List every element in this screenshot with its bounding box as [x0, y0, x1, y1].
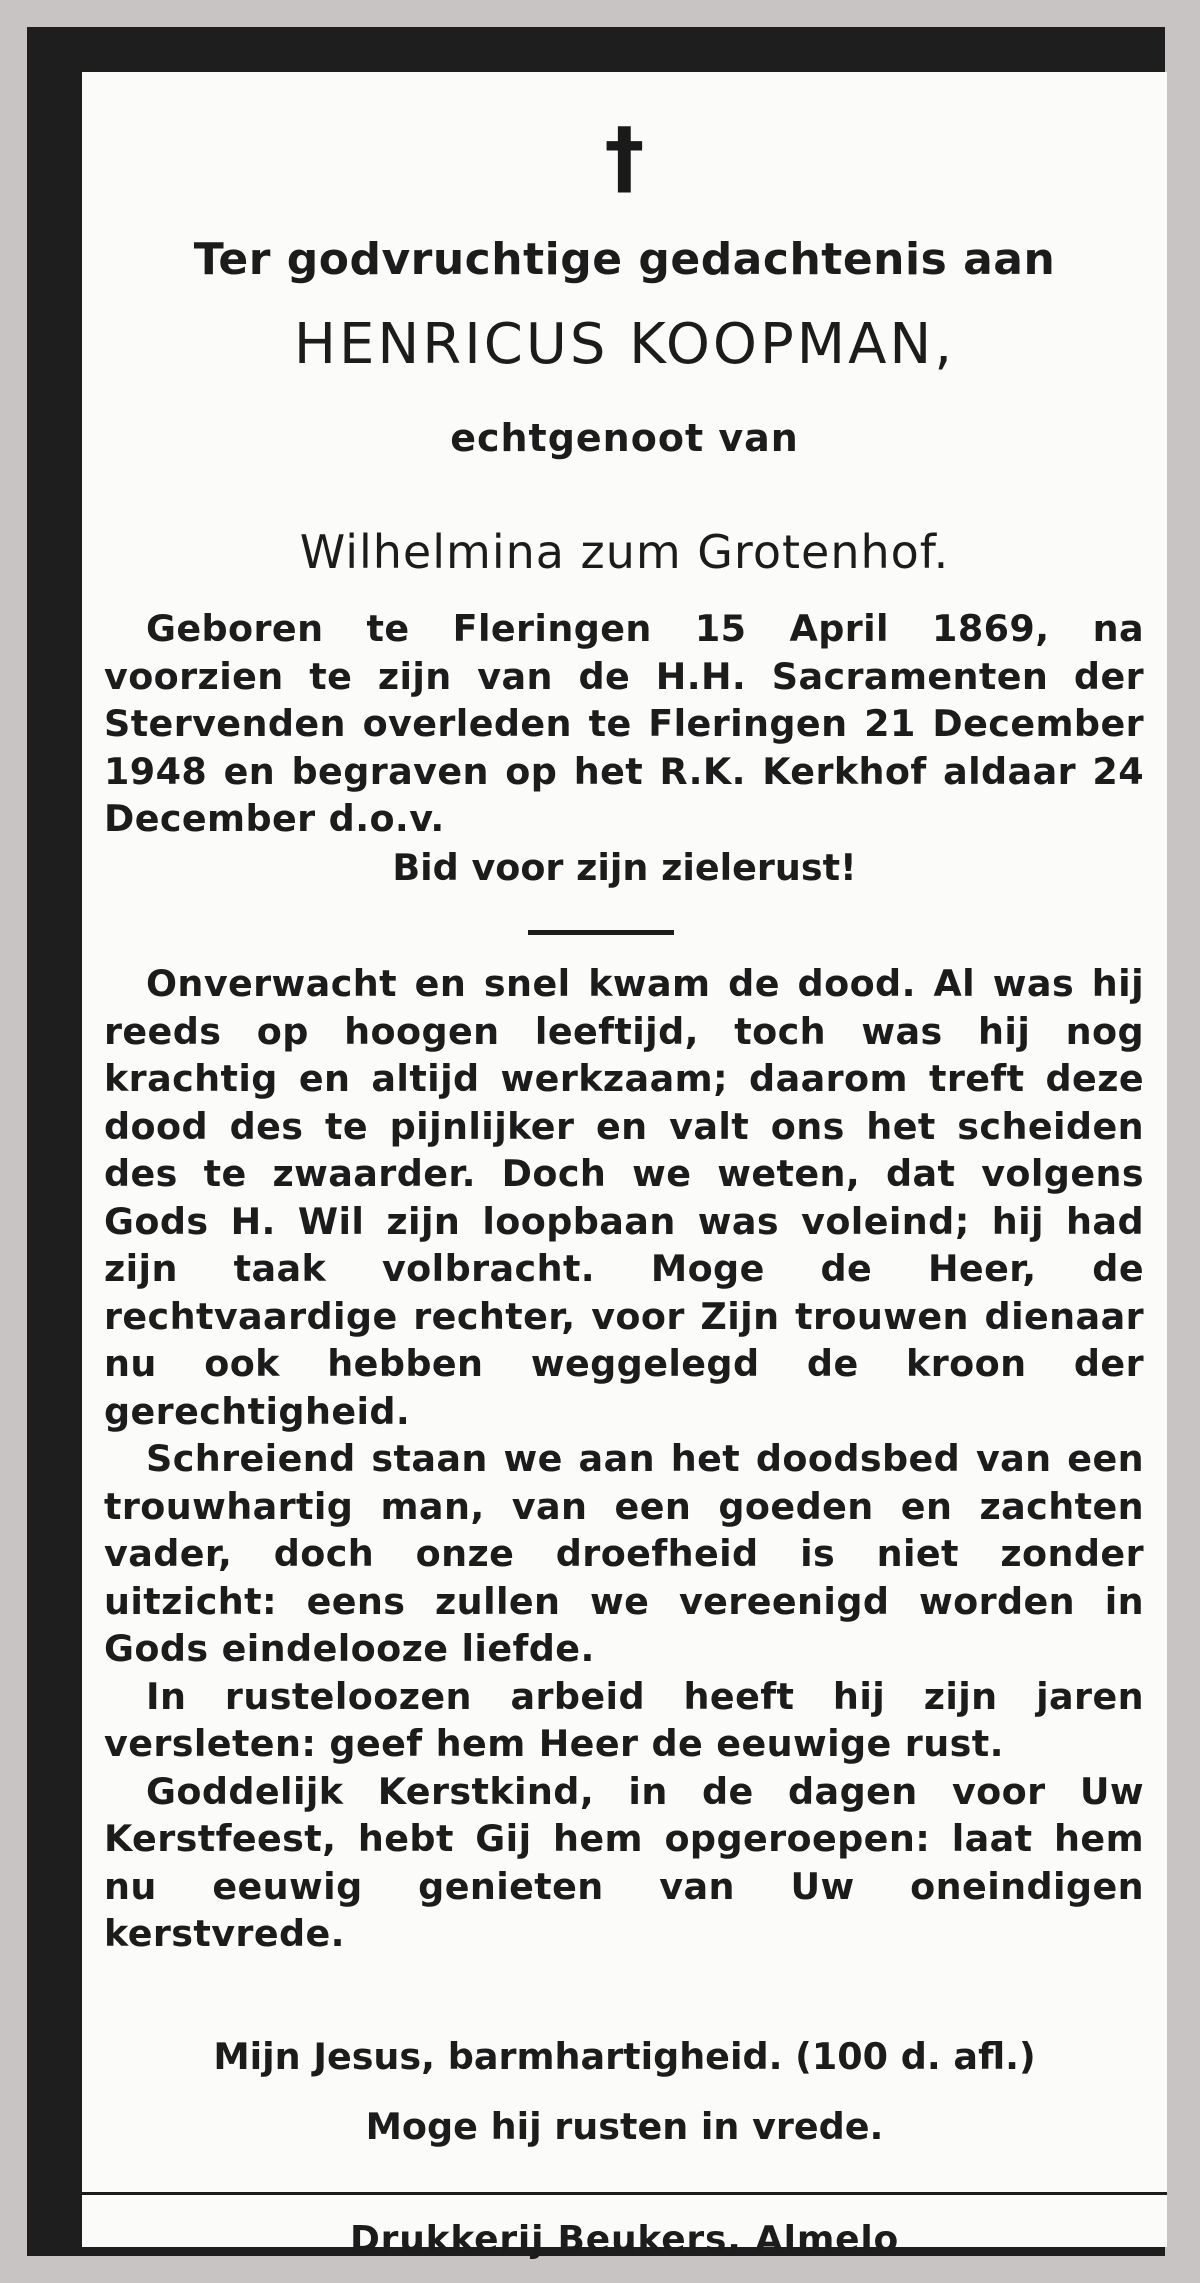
paragraph: Schreiend staan we aan het doodsbed van een trouwhartig man, van een goeden en zachten vader, doch onze droefheid is niet zonder uitzicht: eens zullen we vereenigd worden in Gods eindelooze liefde. — [104, 1437, 1144, 1670]
memorial-card — [82, 72, 1167, 2260]
paragraph: Onverwacht en snel kwam de dood. Al was hij reeds op hoogen leeftijd, toch was hij nog krachtig en altijd werkzaam; daarom treft deze dood des te pijnlijker en valt ons het scheiden des te zwaarder. Doch we weten, dat volgens Gods H. Wil zijn loopbaan was voleind; hij had zijn taak volbracht. Moge de Heer, de rechtvaardige rechter, voor Zijn trouwen dienaar nu ook hebben weggelegd de kroon der gerechtigheid. — [104, 962, 1144, 1433]
spouse-name: Wilhelmina zum Grotenhof. — [299, 525, 950, 579]
closing-prayer: Mijn Jesus, barmhartigheid. (100 d. afl.) — [213, 2035, 1036, 2078]
paragraph: Goddelijk Kerstkind, in de dagen voor Uw Kerstfeest, hebt Gij hem opgeroepen: laat hem nu eeuwig genieten van Uw oneindigen kerstvrede. — [104, 1769, 1144, 1955]
closing-wish: Moge hij rusten in vrede. — [365, 2105, 884, 2148]
card-heading: Ter godvruchtige gedachtenis aan — [193, 234, 1056, 285]
cross-icon: † — [604, 111, 645, 204]
paragraph: In rusteloozen arbeid heeft hij zijn jaren versleten: geef hem Heer de eeuwige rust. — [104, 1674, 1144, 1765]
printer-credit: Drukkerij Beukers, Almelo — [349, 2219, 900, 2260]
card-frame — [27, 27, 1165, 2260]
biography-text: Geboren te Fleringen 15 April 1869, na voorzien te zijn van de H.H. Sacramenten der Stervenden overleden te Fleringen 21 December 1948 en begraven op het R.K. Kerkhof aldaar 24 December d.o.v. — [104, 607, 1144, 840]
body-text — [104, 960, 1144, 1958]
divider-line — [528, 930, 674, 935]
footer-rule — [82, 2192, 1167, 2195]
prayer-line: Bid voor zijn zielerust! — [392, 846, 857, 889]
spouse-intro: echtgenoot van — [450, 416, 799, 460]
deceased-name: HENRICUS KOOPMAN, — [293, 312, 956, 377]
